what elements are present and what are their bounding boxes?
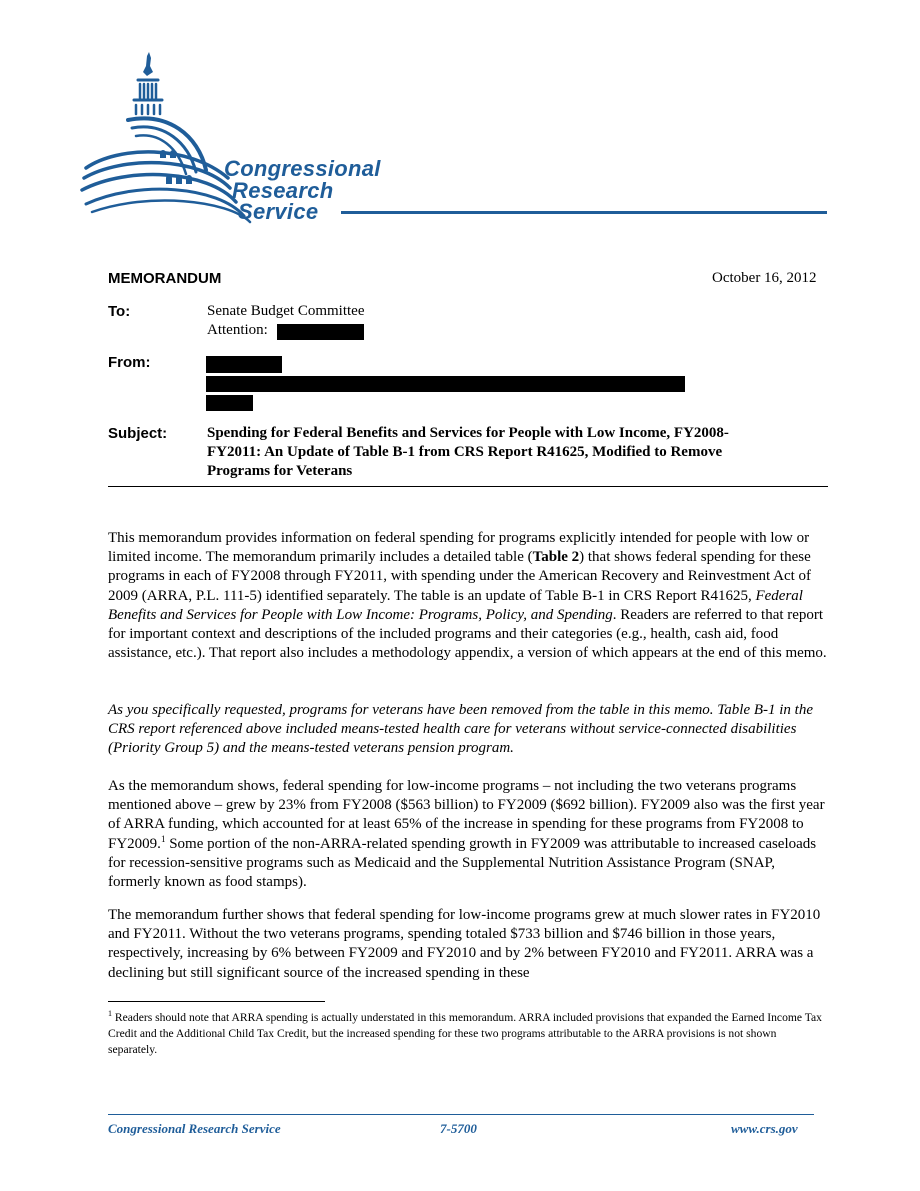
logo-word-congressional: Congressional	[224, 156, 381, 181]
subject-line: Spending for Federal Benefits and Services for People with Low Income, FY2008-	[207, 425, 729, 441]
subject-line: Programs for Veterans	[207, 463, 353, 479]
header-rule	[108, 486, 828, 487]
footnote-rule	[108, 1001, 325, 1002]
redaction-bar	[206, 376, 685, 392]
body-paragraph-3: As the memorandum shows, federal spending for low-income programs – not including the two veterans programs mentioned above – grew by 23% from FY2008 ($563 billion) to FY2009 ($692 billion). FY2009 also was the first year of ARRA funding, which accounted for at least 65% of the increase in spending for these programs from FY2008 to FY2009.$^1$ Some portion of the non-ARRA-related spending growth in FY2009 was attributable to increased caseloads for recession-sensitive programs such as Medicaid and the Supplemental Nutrition Assistance Program (SNAP, formerly known as food stamps).	[108, 778, 825, 891]
logo-rule	[341, 211, 827, 214]
redaction-bar	[206, 395, 253, 411]
footer-report-number: 7-5700	[440, 1121, 477, 1136]
body-paragraph-1: This memorandum provides information on federal spending for programs explicitly intended for people with low or limited income. The memorandum primarily includes a detailed table (Table 2) that shows federal spending for these programs in each of FY2008 through FY2011, with spending under the American Recovery and Reinvestment Act of 2009 (ARRA, P.L. 111-5) identified separately. The table is an update of Table B-1 in CRS Report R41625, Federal Benefits and Services for People with Low Income: Programs, Policy, and Spending. Readers are referred to that report for important context and descriptions of the included programs and their categories (e.g., health, cash aid, food assistance, etc.). That report also includes a methodology appendix, a version of which appears at the end of this memo.	[108, 530, 827, 662]
redaction-bar	[206, 356, 282, 373]
to-value: Senate Budget Committee	[207, 303, 365, 319]
redaction-bar	[277, 324, 364, 340]
subject-line: FY2011: An Update of Table B-1 from CRS Report R41625, Modified to Remove	[207, 444, 723, 460]
footnote: $^1$ Readers should note that ARRA spending is actually understated in this memorandum. ARRA included provisions that expanded the Earned Income Tax Credit and the Additional Child Tax Credit, but the increased spending for these two programs attributable to the ARRA provisions is not shown separately.	[108, 1009, 822, 1056]
attention-label: Attention:	[207, 322, 268, 338]
body-paragraph-2: As you specifically requested, programs for veterans have been removed from the table in this memo. Table B-1 in the CRS report referenced above included means-tested health care for veterans without service-connected disabilities (Priority Group 5) and the means-tested veterans pension program.	[108, 702, 813, 757]
memo-heading: MEMORANDUM	[108, 270, 222, 287]
subject-label: Subject:	[108, 425, 168, 442]
logo-word-service: Service	[238, 199, 319, 224]
memo-date: October 16, 2012	[712, 270, 817, 286]
footnote-ref[interactable]: 1	[160, 833, 166, 844]
footer-website-link[interactable]: www.crs.gov	[731, 1121, 798, 1136]
body-paragraph-4: The memorandum further shows that federal spending for low-income programs grew at much slower rates in FY2010 and FY2011. Without the two veterans programs, spending totaled $733 billion and $746 billion in those years, respectively, increasing by 6% between FY2009 and FY2010 and by 2% between FY2010 and FY2011. ARRA was a declining but still significant source of the increased spending in these	[108, 907, 821, 981]
to-label: To:	[108, 303, 131, 320]
footer-rule	[108, 1114, 814, 1115]
logo-word-research: Research	[232, 178, 334, 203]
footer-org: Congressional Research Service	[108, 1121, 281, 1136]
from-label: From:	[108, 354, 151, 371]
